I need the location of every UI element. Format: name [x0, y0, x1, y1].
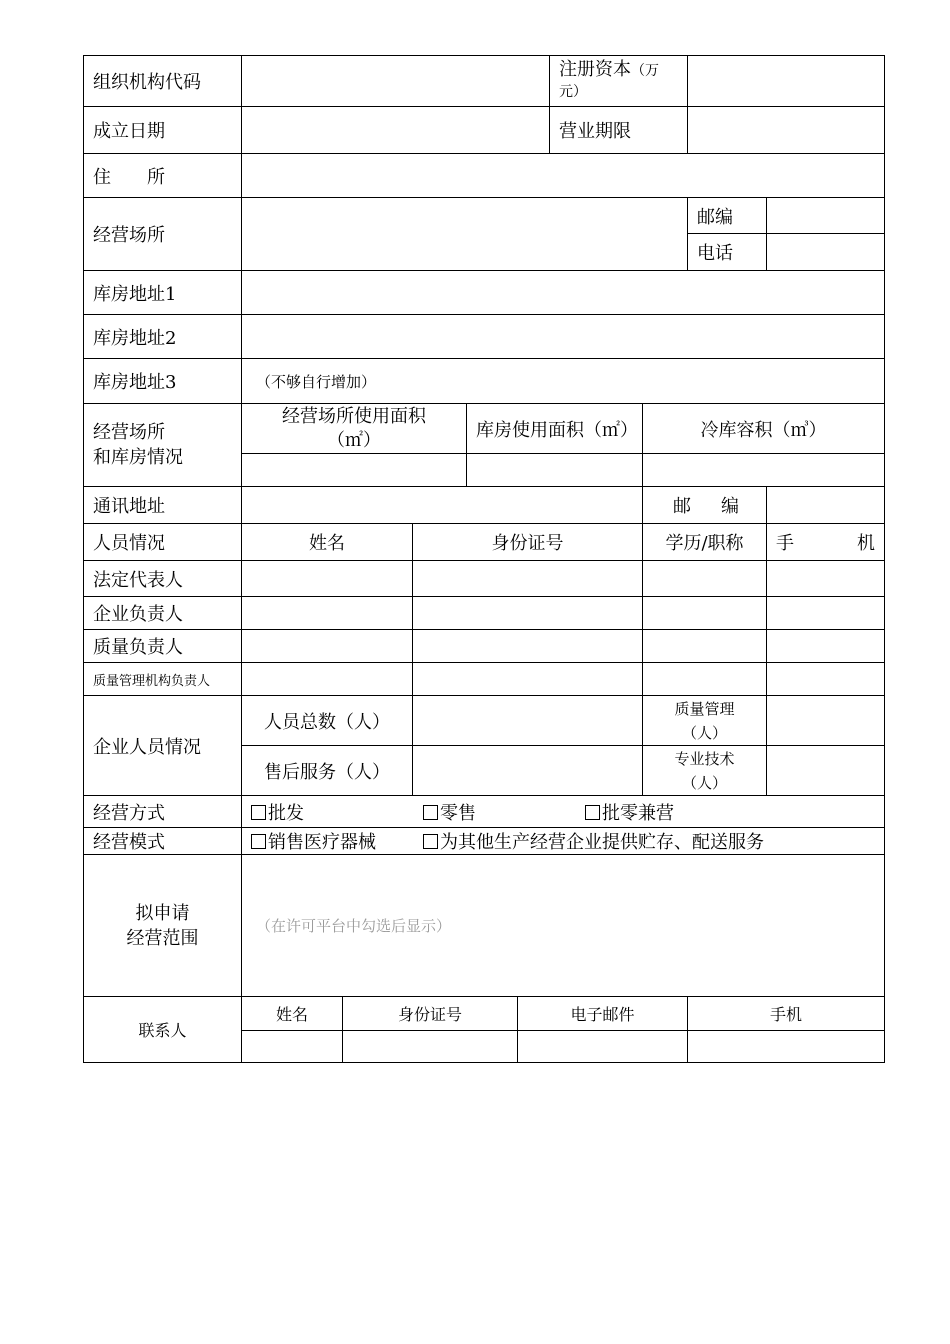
personnel-role-qm-dept-head: 质量管理机构负责人: [84, 663, 242, 696]
legal-rep-name-field[interactable]: [242, 561, 413, 597]
est-date-field[interactable]: [242, 107, 550, 154]
premises-postcode-label: 邮编: [688, 198, 767, 234]
staff-qm-field[interactable]: [767, 696, 885, 746]
table-row: [84, 561, 885, 597]
mailing-postcode-label-a: 邮: [673, 496, 692, 517]
biz-term-label: 营业期限: [550, 107, 688, 154]
personnel-id-header: 身份证号: [413, 524, 643, 561]
premises-status-label-line2: 和库房情况: [93, 447, 183, 468]
mailing-postcode-label-b: 编: [721, 496, 740, 517]
warehouse-addr1-field[interactable]: [242, 271, 885, 315]
biz-mode-option-retail[interactable]: [423, 799, 585, 825]
domicile-label-a: 住: [93, 166, 111, 188]
qm-dept-head-id-field[interactable]: [413, 663, 643, 696]
domicile-label-b: 所: [147, 166, 165, 188]
enterprise-head-edu-field[interactable]: [643, 597, 767, 630]
staff-qm-label-line2: （人）: [682, 723, 728, 742]
checkbox-icon[interactable]: [423, 805, 438, 820]
org-code-field[interactable]: [242, 56, 550, 107]
contact-email-field[interactable]: [518, 1031, 688, 1063]
reg-capital-field[interactable]: [688, 56, 885, 107]
enterprise-head-name-field[interactable]: [242, 597, 413, 630]
staff-aftersales-label: 售后服务（人）: [242, 746, 413, 796]
warehouse-area-header: 库房使用面积（㎡）: [467, 404, 643, 454]
warehouse-area-field[interactable]: [467, 454, 643, 487]
staff-total-field[interactable]: [413, 696, 643, 746]
checkbox-icon[interactable]: [251, 805, 266, 820]
staff-aftersales-field[interactable]: [413, 746, 643, 796]
biz-model-option-storage[interactable]: [423, 828, 764, 854]
contact-phone-header: 手机: [688, 997, 885, 1031]
warehouse-addr3-label: 库房地址3: [84, 359, 242, 404]
contact-id-header: 身份证号: [343, 997, 518, 1031]
quality-head-phone-field[interactable]: [767, 630, 885, 663]
quality-head-id-field[interactable]: [413, 630, 643, 663]
reg-capital-label: [550, 56, 688, 107]
premises-phone-field[interactable]: [767, 234, 885, 271]
contact-id-field[interactable]: [343, 1031, 518, 1063]
staff-tech-label: [643, 746, 767, 796]
scope-label-line1: 拟申请: [135, 902, 190, 924]
legal-rep-id-field[interactable]: [413, 561, 643, 597]
checkbox-icon[interactable]: [423, 834, 438, 849]
biz-mode-options: [242, 796, 885, 828]
warehouse-addr2-label: 库房地址2: [84, 315, 242, 359]
premises-status-label: [84, 404, 242, 487]
biz-mode-option-label: 批发: [268, 802, 304, 824]
premises-area-field[interactable]: [242, 454, 467, 487]
qm-dept-head-name-field[interactable]: [242, 663, 413, 696]
scope-field[interactable]: （在许可平台中勾选后显示）: [242, 855, 885, 997]
checkbox-icon[interactable]: [251, 834, 266, 849]
premises-phone-label: 电话: [688, 234, 767, 271]
staff-tech-label-line1: 专业技术: [674, 749, 735, 768]
legal-rep-edu-field[interactable]: [643, 561, 767, 597]
qm-dept-head-phone-field[interactable]: [767, 663, 885, 696]
enterprise-head-phone-field[interactable]: [767, 597, 885, 630]
mailing-postcode-label: [643, 487, 767, 524]
cold-storage-header: 冷库容积（㎥）: [643, 404, 885, 454]
domicile-field[interactable]: [242, 154, 885, 198]
personnel-phone-header: [767, 524, 885, 561]
personnel-phone-header-b: 机: [857, 533, 876, 554]
enterprise-head-id-field[interactable]: [413, 597, 643, 630]
premises-postcode-field[interactable]: [767, 198, 885, 234]
table-row: [84, 597, 885, 630]
biz-model-label: 经营模式: [84, 828, 242, 855]
biz-mode-label: 经营方式: [84, 796, 242, 828]
contact-email-header: 电子邮件: [518, 997, 688, 1031]
biz-premises-field[interactable]: [242, 198, 688, 271]
checkbox-icon[interactable]: [585, 805, 600, 820]
warehouse-addr1-label: 库房地址1: [84, 271, 242, 315]
contact-name-header: 姓名: [242, 997, 343, 1031]
staff-tech-field[interactable]: [767, 746, 885, 796]
reg-capital-unit: （万元）: [559, 63, 660, 100]
warehouse-addr3-note[interactable]: （不够自行增加）: [242, 359, 885, 404]
reg-capital-label-text: 注册资本: [559, 59, 632, 80]
org-code-label: 组织机构代码: [84, 56, 242, 107]
mailing-postcode-field[interactable]: [767, 487, 885, 524]
personnel-phone-header-a: 手: [776, 533, 795, 554]
biz-premises-label: 经营场所: [84, 198, 242, 271]
premises-area-header: [242, 404, 467, 454]
table-row: [84, 630, 885, 663]
staff-tech-label-line2: （人）: [682, 773, 728, 792]
contact-label: 联系人: [84, 997, 242, 1063]
premises-area-header-line1: 经营场所使用面积: [282, 405, 426, 427]
scope-label: [84, 855, 242, 997]
premises-area-header-line2: （㎡）: [327, 429, 381, 451]
staff-qm-label: [643, 696, 767, 746]
biz-mode-option-label: 批零兼营: [602, 802, 674, 824]
quality-head-edu-field[interactable]: [643, 630, 767, 663]
table-row: [84, 663, 885, 696]
scope-label-line2: 经营范围: [126, 927, 199, 949]
staff-label: 企业人员情况: [84, 696, 242, 796]
cold-storage-field[interactable]: [643, 454, 885, 487]
biz-mode-option-label: 零售: [440, 802, 476, 824]
contact-phone-field[interactable]: [688, 1031, 885, 1063]
biz-mode-option-both[interactable]: [585, 799, 674, 825]
biz-model-option-label: 为其他生产经营企业提供贮存、配送服务: [440, 832, 764, 853]
biz-model-option-sales[interactable]: [251, 828, 423, 854]
personnel-role-quality-head: 质量负责人: [84, 630, 242, 663]
est-date-label: 成立日期: [84, 107, 242, 154]
personnel-edu-header: 学历/职称: [643, 524, 767, 561]
premises-status-label-line1: 经营场所: [93, 422, 165, 443]
staff-total-label: 人员总数（人）: [242, 696, 413, 746]
biz-model-options: [242, 828, 885, 855]
domicile-label: [84, 154, 242, 198]
personnel-label: 人员情况: [84, 524, 242, 561]
staff-qm-label-line1: 质量管理: [674, 699, 735, 718]
personnel-role-enterprise-head: 企业负责人: [84, 597, 242, 630]
biz-term-field[interactable]: [688, 107, 885, 154]
mailing-address-label: 通讯地址: [84, 487, 242, 524]
biz-mode-option-wholesale[interactable]: [251, 799, 423, 825]
warehouse-addr2-field[interactable]: [242, 315, 885, 359]
quality-head-name-field[interactable]: [242, 630, 413, 663]
personnel-role-legal-rep: 法定代表人: [84, 561, 242, 597]
contact-name-field[interactable]: [242, 1031, 343, 1063]
personnel-name-header: 姓名: [242, 524, 413, 561]
qm-dept-head-edu-field[interactable]: [643, 663, 767, 696]
mailing-address-field[interactable]: [242, 487, 643, 524]
license-application-form: [83, 55, 885, 1063]
biz-model-option-label: 销售医疗器械: [268, 832, 376, 853]
legal-rep-phone-field[interactable]: [767, 561, 885, 597]
